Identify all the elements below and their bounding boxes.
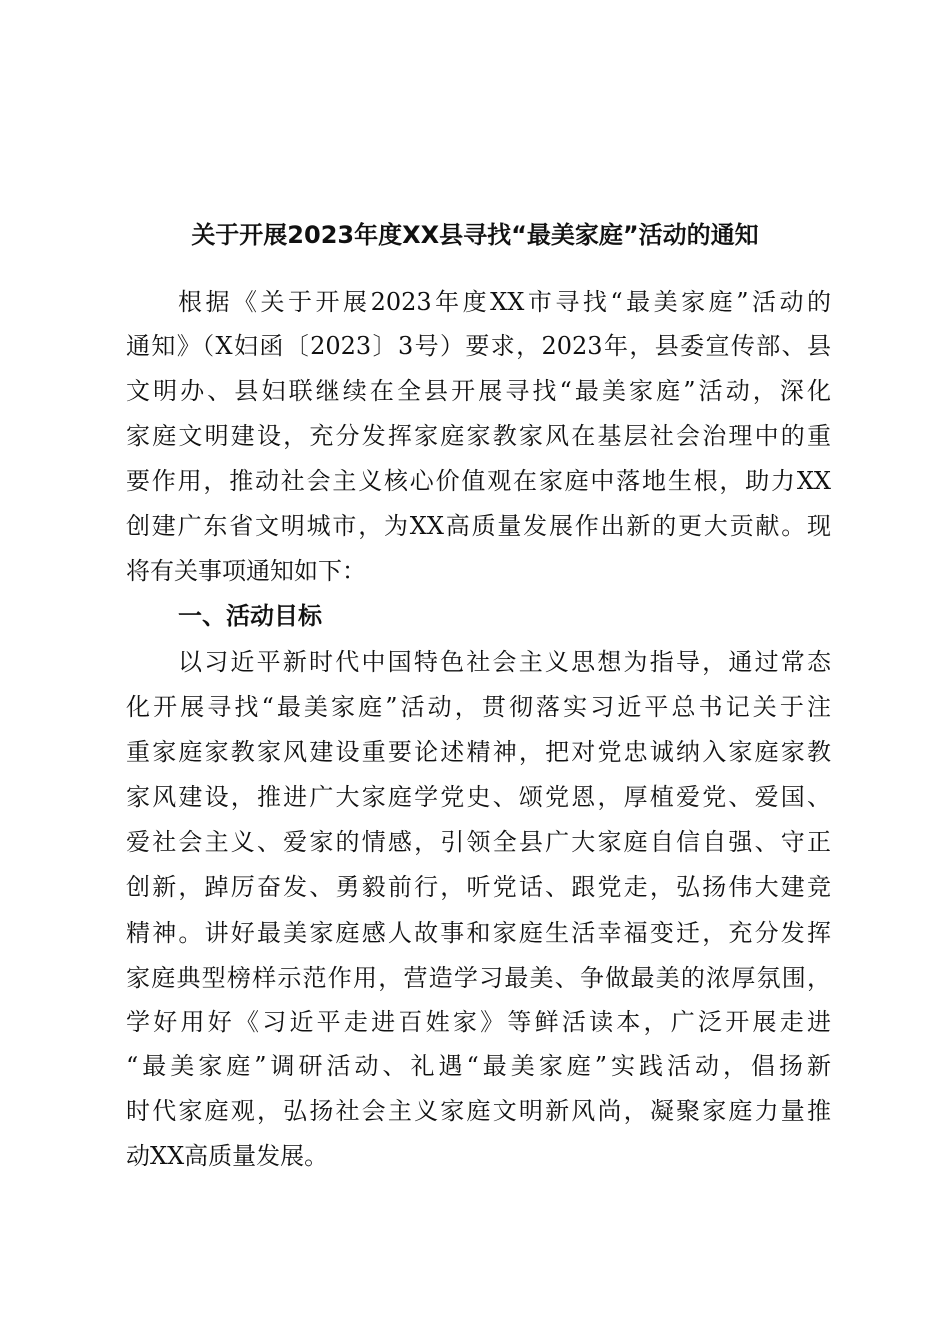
text-line: 通知》（X妇函〔2023〕3号）要求，2023年，县委宣传部、县	[126, 332, 831, 360]
text-line: 爱社会主义、爱家的情感，引领全县广大家庭自信自强、守正	[126, 828, 831, 856]
section-heading: 一、活动目标	[178, 602, 322, 630]
text-line: 要作用，推动社会主义核心价值观在家庭中落地生根，助力XX	[126, 467, 831, 495]
text-line: 动XX高质量发展。	[126, 1142, 329, 1170]
text-line: 家风建设，推进广大家庭学党史、颂党恩，厚植爱党、爱国、	[126, 783, 831, 811]
text-line: 家庭文明建设，充分发挥家庭家教家风在基层社会治理中的重	[126, 422, 831, 450]
text-line: 学好用好《习近平走进百姓家》等鲜活读本，广泛开展走进	[126, 1008, 831, 1036]
text-line: 家庭典型榜样示范作用，营造学习最美、争做最美的浓厚氛围，	[126, 964, 831, 992]
text-line: 精神。讲好最美家庭感人故事和家庭生活幸福变迁，充分发挥	[126, 919, 831, 947]
text-line: 创新，踔厉奋发、勇毅前行，听党话、跟党走，弘扬伟大建竞	[126, 873, 831, 901]
text-line: 以习近平新时代中国特色社会主义思想为指导，通过常态	[178, 648, 831, 676]
text-line: 时代家庭观，弘扬社会主义家庭文明新风尚，凝聚家庭力量推	[126, 1097, 831, 1125]
text-line: “最美家庭”调研活动、礼遇“最美家庭”实践活动，倡扬新	[126, 1052, 831, 1080]
text-line: 文明办、县妇联继续在全县开展寻找“最美家庭”活动，深化	[126, 377, 831, 405]
text-line: 将有关事项通知如下：	[126, 557, 366, 585]
document-title: 关于开展2023年度XX县寻找“最美家庭”活动的通知	[191, 221, 759, 249]
text-line: 重家庭家教家风建设重要论述精神，把对党忠诚纳入家庭家教	[126, 738, 831, 766]
text-line: 化开展寻找“最美家庭”活动，贯彻落实习近平总书记关于注	[126, 693, 831, 721]
text-line: 创建广东省文明城市，为XX高质量发展作出新的更大贡献。现	[126, 512, 831, 540]
text-line: 根据《关于开展2023年度XX市寻找“最美家庭”活动的	[178, 288, 831, 316]
